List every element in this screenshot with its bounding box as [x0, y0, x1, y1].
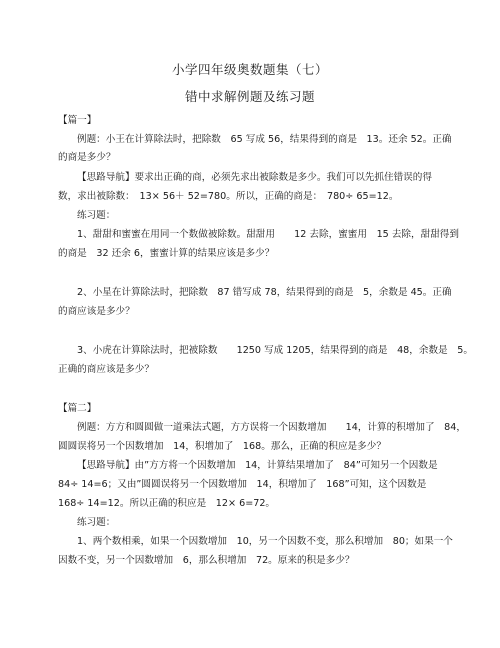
section1-guide-line2: 数，求出被除数： 13× 56＋ 52=780。所以，正确的商是： 780÷ 65=12。: [58, 191, 399, 202]
document-subtitle: 错中求解例题及练习题: [184, 89, 315, 104]
section2-example-line2: 圆圆误将另一个因数增加 14，积增加了 168。那么，正确的积应是多少？: [58, 441, 386, 452]
section1-q3-line2: 正确的商应该是多少？: [58, 364, 154, 375]
section1-q3-line1: 3、小虎在计算除法时，把被除数 1250 写成 1205，结果得到的商是 48，余数是 5。: [77, 345, 473, 356]
section2-guide-line3: 168÷ 14=12。所以正确的积应是 12× 6=72。: [58, 498, 276, 509]
section2-example-line1: 例题：方方和圆圆做一道乘法式题，方方误将一个因数增加 14，计算的积增加了 84，: [77, 422, 466, 433]
section2-q1-line1: 1、两个数相乘，如果一个因数增加 10，另一个因数不变，那么积增加 80；如果一个: [77, 536, 453, 547]
section1-example-line1: 例题：小王在计算除法时，把除数 65 写成 56，结果得到的商是 13。还余 52。正确: [77, 134, 452, 145]
section2-header: 【篇二】: [58, 403, 97, 414]
section1-q2-line1: 2、小星在计算除法时，把除数 87 错写成 78，结果得到的商是 5，余数是 45。正确: [77, 287, 452, 298]
section1-q1-line1: 1、甜甜和蜜蜜在用同一个数做被除数。甜甜用 12 去除，蜜蜜用 15 去除，甜甜得到: [77, 229, 459, 240]
section2-q1-line2: 因数不变，另一个因数增加 6，那么积增加 72。原来的积是多少？: [58, 555, 355, 566]
section2-practice-label: 练习题：: [77, 517, 116, 528]
section1-guide-line1: 【思路导航】要求出正确的商，必须先求出被除数是多少。我们可以先抓住错误的得: [77, 172, 432, 183]
section1-q1-line2: 的商是 32 还余 6，蜜蜜计算的结果应该是多少？: [58, 248, 275, 259]
section1-example-line2: 的商是多少？: [58, 152, 116, 163]
section2-guide-line1: 【思路导航】由”方方将一个因数增加 14，计算结果增加了 84”可知另一个因数是: [77, 460, 438, 471]
section1-q2-line2: 的商应该是多少？: [58, 306, 135, 317]
section1-header: 【篇一】: [58, 115, 97, 126]
document-title: 小学四年级奥数题集（七）: [171, 62, 328, 77]
section1-practice-label: 练习题：: [77, 210, 116, 221]
section2-guide-line2: 84÷ 14=6；又由”圆圆误将另一个因数增加 14，积增加了 168”可知，这个因数是: [58, 479, 427, 490]
